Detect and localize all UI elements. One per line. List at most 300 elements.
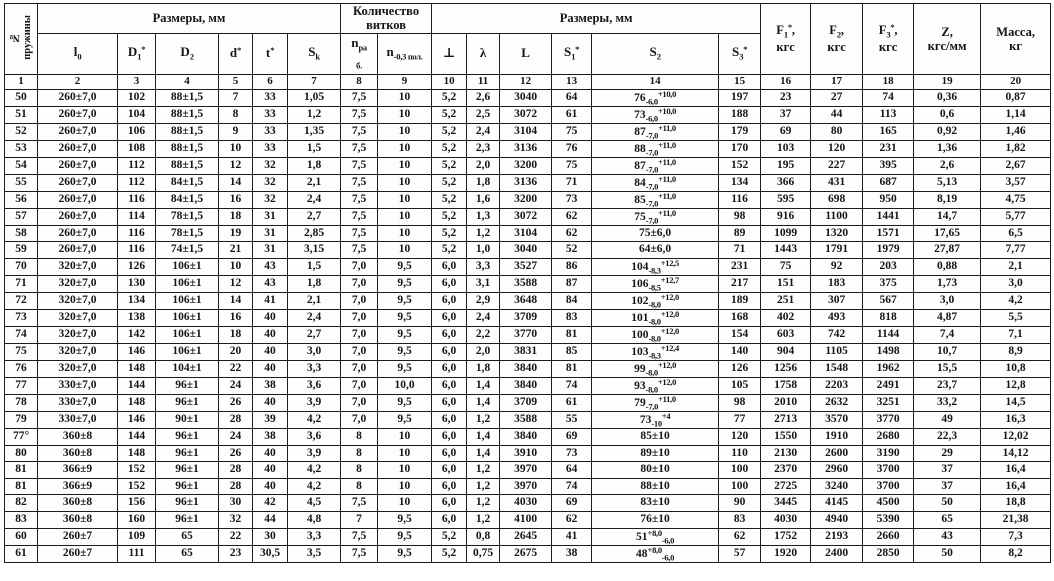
cell-n_03: 9,5: [378, 394, 432, 411]
cell-no: 75: [5, 343, 38, 360]
cell-s2: 80±10: [592, 462, 719, 479]
col-number: 12: [500, 74, 552, 89]
cell-mass: 1,14: [981, 106, 1051, 123]
cell-n_03: 9,5: [378, 528, 432, 545]
cell-f1: 103: [761, 140, 811, 157]
cell-s3: 120: [719, 428, 761, 445]
cell-t: 38: [253, 428, 288, 445]
cell-sk: 2,7: [288, 326, 341, 343]
cell-d2: 106±1: [156, 326, 219, 343]
cell-f2: 431: [811, 174, 863, 191]
cell-d: 28: [219, 411, 253, 428]
cell-d: 23: [219, 545, 253, 562]
cell-t: 31: [253, 225, 288, 242]
cell-n_03: 9,5: [378, 326, 432, 343]
cell-L: 2675: [500, 545, 552, 562]
cell-n_03: 9,5: [378, 258, 432, 275]
cell-f1: 1550: [761, 428, 811, 445]
cell-n_rab: 7: [341, 511, 378, 528]
cell-f2: 120: [811, 140, 863, 157]
cell-z: 5,13: [914, 174, 981, 191]
cell-sk: 1,05: [288, 89, 341, 106]
col-number: 17: [811, 74, 863, 89]
cell-mass: 1,82: [981, 140, 1051, 157]
cell-perp: 5,2: [432, 545, 467, 562]
cell-n_03: 9,5: [378, 309, 432, 326]
cell-sk: 1,2: [288, 106, 341, 123]
cell-sk: 3,6: [288, 377, 341, 394]
cell-s3: 140: [719, 343, 761, 360]
cell-f1: 195: [761, 157, 811, 174]
cell-mass: 10,8: [981, 360, 1051, 377]
cell-perp: 6,0: [432, 462, 467, 479]
cell-f3: 687: [863, 174, 914, 191]
table-header: [5, 4, 1051, 90]
cell-no: 83: [5, 511, 38, 528]
cell-d2: 96±1: [156, 428, 219, 445]
cell-f1: 402: [761, 309, 811, 326]
cell-l0: 320±7,0: [38, 360, 118, 377]
cell-n_rab: 7,0: [341, 326, 378, 343]
cell-L: 3648: [500, 292, 552, 309]
cell-n_03: 10: [378, 225, 432, 242]
cell-s2: $73_{-6,0}^{+10,0}$: [592, 106, 719, 123]
cell-t: 31: [253, 242, 288, 259]
cell-d2: 90±1: [156, 411, 219, 428]
cell-d1: 112: [118, 157, 156, 174]
col-header-t: t*: [253, 33, 288, 74]
cell-d: 12: [219, 157, 253, 174]
cell-d2: 74±1,5: [156, 242, 219, 259]
cell-s3: 100: [719, 462, 761, 479]
cell-d2: 88±1,5: [156, 140, 219, 157]
cell-lambda: 2,0: [467, 157, 500, 174]
cell-s1: 62: [552, 208, 592, 225]
cell-n_rab: 8: [341, 478, 378, 495]
cell-d1: 130: [118, 275, 156, 292]
cell-no: 56: [5, 191, 38, 208]
cell-d: 10: [219, 258, 253, 275]
cell-l0: 360±8: [38, 428, 118, 445]
cell-mass: 3,0: [981, 275, 1051, 292]
cell-d2: 88±1,5: [156, 89, 219, 106]
cell-n_03: 10: [378, 495, 432, 512]
cell-s2: $88_{-7,0}^{+11,0}$: [592, 140, 719, 157]
cell-L: 3104: [500, 123, 552, 140]
cell-z: 2,6: [914, 157, 981, 174]
cell-f1: 2010: [761, 394, 811, 411]
cell-n_03: 10: [378, 208, 432, 225]
cell-lambda: 2,3: [467, 140, 500, 157]
cell-perp: 6,0: [432, 292, 467, 309]
cell-d: 24: [219, 377, 253, 394]
cell-sk: 3,3: [288, 360, 341, 377]
cell-f1: 151: [761, 275, 811, 292]
cell-l0: 260±7: [38, 528, 118, 545]
cell-mass: 8,2: [981, 545, 1051, 562]
cell-lambda: 1,4: [467, 394, 500, 411]
cell-perp: 5,2: [432, 191, 467, 208]
cell-d1: 112: [118, 174, 156, 191]
cell-sk: 2,1: [288, 174, 341, 191]
cell-f1: 37: [761, 106, 811, 123]
table-row: [5, 478, 1051, 495]
cell-t: 33: [253, 89, 288, 106]
cell-z: 50: [914, 545, 981, 562]
cell-lambda: 1,4: [467, 428, 500, 445]
cell-t: 40: [253, 309, 288, 326]
cell-s3: 83: [719, 511, 761, 528]
cell-d: 26: [219, 394, 253, 411]
cell-f2: 27: [811, 89, 863, 106]
cell-perp: 6,0: [432, 428, 467, 445]
cell-n_03: 10: [378, 242, 432, 259]
cell-f1: 603: [761, 326, 811, 343]
cell-mass: 7,3: [981, 528, 1051, 545]
cell-L: 4100: [500, 511, 552, 528]
cell-mass: 16,4: [981, 478, 1051, 495]
cell-l0: 366±9: [38, 478, 118, 495]
cell-perp: 5,2: [432, 528, 467, 545]
cell-s1: 74: [552, 478, 592, 495]
cell-z: 0,6: [914, 106, 981, 123]
cell-s3: 90: [719, 495, 761, 512]
cell-n_rab: 7,5: [341, 106, 378, 123]
cell-f2: 4940: [811, 511, 863, 528]
cell-s2: $84_{-7,0}^{+11,0}$: [592, 174, 719, 191]
cell-n_rab: 7,0: [341, 292, 378, 309]
cell-l0: 330±7,0: [38, 411, 118, 428]
col-number: 6: [253, 74, 288, 89]
cell-d2: 88±1,5: [156, 123, 219, 140]
cell-mass: 14,5: [981, 394, 1051, 411]
cell-l0: 260±7,0: [38, 225, 118, 242]
cell-no: 77°: [5, 428, 38, 445]
cell-t: 40: [253, 394, 288, 411]
cell-l0: 330±7,0: [38, 377, 118, 394]
cell-no: 61: [5, 545, 38, 562]
col-number: 15: [719, 74, 761, 89]
cell-perp: 6,0: [432, 495, 467, 512]
col-header-z: Z, кгс/мм: [914, 4, 981, 75]
cell-sk: 3,15: [288, 242, 341, 259]
cell-l0: 320±7,0: [38, 326, 118, 343]
cell-d: 16: [219, 191, 253, 208]
cell-no: 55: [5, 174, 38, 191]
col-number: 9: [378, 74, 432, 89]
cell-n_rab: 7,5: [341, 208, 378, 225]
cell-z: 49: [914, 411, 981, 428]
cell-l0: 320±7,0: [38, 275, 118, 292]
cell-d1: 116: [118, 191, 156, 208]
cell-f1: 4030: [761, 511, 811, 528]
cell-s2: $51^{+8,0}_{-6,0}$: [592, 528, 719, 545]
cell-mass: 16,3: [981, 411, 1051, 428]
cell-z: 0,36: [914, 89, 981, 106]
cell-sk: 4,8: [288, 511, 341, 528]
table-row: [5, 511, 1051, 528]
col-header-spring-no: [5, 4, 38, 75]
cell-n_03: 9,5: [378, 292, 432, 309]
cell-n_rab: 7,0: [341, 343, 378, 360]
cell-s1: 85: [552, 343, 592, 360]
cell-f2: 1548: [811, 360, 863, 377]
cell-f3: 165: [863, 123, 914, 140]
cell-z: 27,87: [914, 242, 981, 259]
cell-n_rab: 8: [341, 445, 378, 462]
cell-lambda: 0,75: [467, 545, 500, 562]
cell-l0: 366±9: [38, 462, 118, 479]
table-row: [5, 326, 1051, 343]
cell-d: 26: [219, 445, 253, 462]
cell-l0: 260±7,0: [38, 242, 118, 259]
cell-d: 30: [219, 495, 253, 512]
table-row: [5, 445, 1051, 462]
col-number: 2: [38, 74, 118, 89]
cell-s2: $104_{-8,3}^{+12,5}$: [592, 258, 719, 275]
cell-f1: 2370: [761, 462, 811, 479]
cell-d1: 142: [118, 326, 156, 343]
cell-s3: 89: [719, 225, 761, 242]
cell-s1: 84: [552, 292, 592, 309]
cell-z: 8,19: [914, 191, 981, 208]
cell-perp: 6,0: [432, 326, 467, 343]
cell-t: 30,5: [253, 545, 288, 562]
cell-L: 3588: [500, 411, 552, 428]
cell-n_rab: 7,5: [341, 528, 378, 545]
cell-z: 37: [914, 478, 981, 495]
cell-sk: 2,4: [288, 191, 341, 208]
col-number: 7: [288, 74, 341, 89]
cell-f2: 307: [811, 292, 863, 309]
cell-n_rab: 7,5: [341, 89, 378, 106]
col-header-d2: $D_2$: [156, 33, 219, 74]
cell-d2: 88±1,5: [156, 157, 219, 174]
cell-mass: 2,67: [981, 157, 1051, 174]
cell-s3: 188: [719, 106, 761, 123]
cell-f3: 1441: [863, 208, 914, 225]
cell-s3: 126: [719, 360, 761, 377]
cell-s2: $76_{-6,0}^{+10,0}$: [592, 89, 719, 106]
cell-d2: 104±1: [156, 360, 219, 377]
cell-sk: 4,5: [288, 495, 341, 512]
cell-s3: 217: [719, 275, 761, 292]
cell-L: 3040: [500, 242, 552, 259]
cell-d1: 126: [118, 258, 156, 275]
cell-lambda: 3,3: [467, 258, 500, 275]
col-header-s2: $S_2$: [592, 33, 719, 74]
cell-n_03: 9,5: [378, 360, 432, 377]
table-row: [5, 309, 1051, 326]
cell-l0: 360±8: [38, 495, 118, 512]
cell-L: 4030: [500, 495, 552, 512]
cell-f1: 1920: [761, 545, 811, 562]
cell-lambda: 3,1: [467, 275, 500, 292]
cell-L: 2645: [500, 528, 552, 545]
cell-L: 3200: [500, 157, 552, 174]
cell-s2: $73_{-10}^{+4}$: [592, 411, 719, 428]
cell-f2: 3570: [811, 411, 863, 428]
group-header-sizes-right: Размеры, мм: [432, 4, 761, 34]
cell-sk: 2,4: [288, 309, 341, 326]
cell-t: 32: [253, 191, 288, 208]
cell-mass: 12,02: [981, 428, 1051, 445]
cell-mass: 2,1: [981, 258, 1051, 275]
cell-s1: 61: [552, 394, 592, 411]
cell-f2: 698: [811, 191, 863, 208]
cell-f1: 23: [761, 89, 811, 106]
cell-f3: 2660: [863, 528, 914, 545]
col-header-f2: $F_2$, кгс: [811, 4, 863, 75]
group-header-sizes-left: Размеры, мм: [38, 4, 341, 34]
cell-s1: 74: [552, 377, 592, 394]
cell-lambda: 1,2: [467, 478, 500, 495]
cell-t: 32: [253, 157, 288, 174]
cell-l0: 260±7,0: [38, 191, 118, 208]
cell-z: 50: [914, 495, 981, 512]
table-row: [5, 191, 1051, 208]
col-number: 20: [981, 74, 1051, 89]
table-row: [5, 174, 1051, 191]
cell-mass: 0,87: [981, 89, 1051, 106]
cell-f3: 2850: [863, 545, 914, 562]
cell-d2: 106±1: [156, 309, 219, 326]
cell-mass: 18,8: [981, 495, 1051, 512]
cell-perp: 5,2: [432, 140, 467, 157]
cell-perp: 5,2: [432, 225, 467, 242]
cell-n_rab: 7,0: [341, 394, 378, 411]
cell-lambda: 1,4: [467, 377, 500, 394]
cell-t: 31: [253, 208, 288, 225]
cell-t: 32: [253, 174, 288, 191]
cell-mass: 7,1: [981, 326, 1051, 343]
cell-d1: 111: [118, 545, 156, 562]
cell-lambda: 1,2: [467, 462, 500, 479]
cell-n_rab: 7,5: [341, 123, 378, 140]
col-header-n-03: $n_{-0,3 пол.}$: [378, 33, 432, 74]
col-header-d: d*: [219, 33, 253, 74]
col-number: 1: [5, 74, 38, 89]
cell-sk: 1,35: [288, 123, 341, 140]
cell-t: 39: [253, 411, 288, 428]
header-row-groups: [5, 4, 1051, 34]
cell-no: 79: [5, 411, 38, 428]
cell-d2: 96±1: [156, 495, 219, 512]
cell-f3: 3190: [863, 445, 914, 462]
cell-mass: 7,77: [981, 242, 1051, 259]
cell-s2: 64±6,0: [592, 242, 719, 259]
cell-s1: 69: [552, 495, 592, 512]
cell-sk: 2,1: [288, 292, 341, 309]
cell-t: 33: [253, 106, 288, 123]
cell-l0: 360±8: [38, 511, 118, 528]
cell-d2: 84±1,5: [156, 191, 219, 208]
cell-d2: 78±1,5: [156, 225, 219, 242]
cell-no: 81: [5, 478, 38, 495]
cell-s1: 61: [552, 106, 592, 123]
cell-L: 3840: [500, 377, 552, 394]
cell-d2: 96±1: [156, 478, 219, 495]
table-row: [5, 208, 1051, 225]
cell-f1: 366: [761, 174, 811, 191]
cell-n_03: 10: [378, 428, 432, 445]
cell-L: 3200: [500, 191, 552, 208]
cell-mass: 1,46: [981, 123, 1051, 140]
col-header-l0: $l_0$: [38, 33, 118, 74]
cell-f1: 904: [761, 343, 811, 360]
cell-f2: 1791: [811, 242, 863, 259]
cell-z: 17,65: [914, 225, 981, 242]
cell-d: 14: [219, 292, 253, 309]
cell-d2: 96±1: [156, 445, 219, 462]
col-number: 5: [219, 74, 253, 89]
cell-d: 7: [219, 89, 253, 106]
cell-s1: 86: [552, 258, 592, 275]
col-header-L: L: [500, 33, 552, 74]
cell-t: 30: [253, 528, 288, 545]
cell-L: 3136: [500, 174, 552, 191]
cell-s1: 62: [552, 511, 592, 528]
cell-t: 43: [253, 275, 288, 292]
cell-s3: 98: [719, 208, 761, 225]
cell-l0: 360±8: [38, 445, 118, 462]
cell-d2: 65: [156, 528, 219, 545]
col-number: 8: [341, 74, 378, 89]
cell-f3: 3700: [863, 462, 914, 479]
cell-l0: 320±7,0: [38, 309, 118, 326]
cell-z: 22,3: [914, 428, 981, 445]
cell-z: 0,92: [914, 123, 981, 140]
cell-mass: 3,57: [981, 174, 1051, 191]
cell-sk: 4,2: [288, 411, 341, 428]
cell-t: 41: [253, 292, 288, 309]
cell-s3: 71: [719, 242, 761, 259]
cell-f1: 2725: [761, 478, 811, 495]
cell-s1: 64: [552, 89, 592, 106]
cell-t: 43: [253, 258, 288, 275]
cell-lambda: 1,6: [467, 191, 500, 208]
cell-s1: 75: [552, 157, 592, 174]
cell-z: 4,87: [914, 309, 981, 326]
cell-no: 57: [5, 208, 38, 225]
cell-n_rab: 7,0: [341, 411, 378, 428]
cell-d1: 138: [118, 309, 156, 326]
cell-sk: 1,8: [288, 157, 341, 174]
cell-f3: 231: [863, 140, 914, 157]
cell-L: 3831: [500, 343, 552, 360]
cell-no: 71: [5, 275, 38, 292]
cell-n_03: 10: [378, 89, 432, 106]
table-row: [5, 106, 1051, 123]
cell-sk: 1,5: [288, 140, 341, 157]
col-header-s3: $S_3^*$: [719, 33, 761, 74]
cell-n_rab: 7,0: [341, 360, 378, 377]
cell-d: 21: [219, 242, 253, 259]
cell-f3: 1144: [863, 326, 914, 343]
cell-no: 77: [5, 377, 38, 394]
cell-n_rab: 7,5: [341, 242, 378, 259]
cell-f1: 2130: [761, 445, 811, 462]
cell-no: 59: [5, 242, 38, 259]
col-header-f1: $F_1^*$, кгс: [761, 4, 811, 75]
cell-f2: 227: [811, 157, 863, 174]
cell-s3: 179: [719, 123, 761, 140]
cell-f2: 2193: [811, 528, 863, 545]
cell-n_rab: 7,5: [341, 545, 378, 562]
cell-n_03: 9,5: [378, 411, 432, 428]
cell-perp: 6,0: [432, 411, 467, 428]
cell-n_03: 9,5: [378, 343, 432, 360]
